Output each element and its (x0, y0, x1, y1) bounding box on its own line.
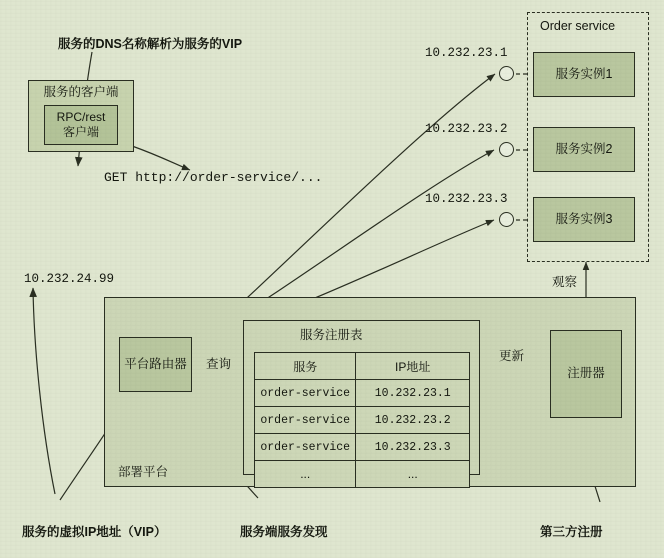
third-party-registration-note: 第三方注册 (540, 525, 603, 539)
cell-ip: 10.232.23.2 (356, 407, 470, 434)
registrar-label: 注册器 (567, 366, 605, 381)
instance-3-box (533, 197, 635, 242)
cell-ip: ... (356, 461, 470, 488)
platform-router-box (119, 337, 192, 392)
table-row (255, 380, 470, 407)
instance-1-ip: 10.232.23.1 (425, 46, 508, 60)
table-row (255, 407, 470, 434)
instance-2-ip: 10.232.23.2 (425, 122, 508, 136)
instance-2-label: 服务实例2 (555, 141, 613, 156)
client-vip-label: 10.232.24.99 (24, 272, 115, 286)
server-side-discovery-note: 服务端服务发现 (240, 525, 328, 539)
table-header-row (255, 353, 470, 380)
dns-resolution-note: 服务的DNS名称解析为服务的VIP (58, 37, 243, 51)
instance-2-endpoint-circle (499, 142, 514, 157)
observe-label: 观察 (552, 275, 578, 289)
order-service-group-label: Order service (540, 19, 616, 33)
rpc-rest-client-box (44, 105, 118, 145)
platform-router-label: 平台路由器 (124, 356, 187, 371)
rpc-rest-client-line2: 客户端 (62, 124, 99, 139)
table-header-service: 服务 (255, 353, 356, 380)
table-row (255, 434, 470, 461)
deployment-platform-label: 部署平台 (118, 465, 169, 479)
instance-3-ip: 10.232.23.3 (425, 192, 508, 206)
instance-1-box (533, 52, 635, 97)
instance-3-endpoint-circle (499, 212, 514, 227)
get-request-label: GET http://order-service/... (104, 170, 323, 185)
service-registry-table (254, 352, 470, 488)
query-label: 查询 (206, 357, 232, 371)
instance-3-label: 服务实例3 (555, 211, 613, 226)
cell-service: order-service (255, 407, 356, 434)
table-header-ip: IP地址 (356, 353, 470, 380)
service-client-box (28, 80, 134, 152)
instance-2-box (533, 127, 635, 172)
vip-note: 服务的虚拟IP地址（VIP） (22, 525, 167, 539)
update-label: 更新 (499, 349, 525, 363)
table-row (255, 461, 470, 488)
registrar-box (550, 330, 622, 418)
cell-service: ... (255, 461, 356, 488)
instance-1-endpoint-circle (499, 66, 514, 81)
rpc-rest-client-line1: RPC/rest (56, 109, 106, 124)
cell-ip: 10.232.23.3 (356, 434, 470, 461)
instance-1-label: 服务实例1 (555, 66, 613, 81)
cell-service: order-service (255, 434, 356, 461)
service-client-caption: 服务的客户端 (43, 85, 119, 99)
service-registry-title: 服务注册表 (300, 328, 363, 342)
cell-ip: 10.232.23.1 (356, 380, 470, 407)
cell-service: order-service (255, 380, 356, 407)
